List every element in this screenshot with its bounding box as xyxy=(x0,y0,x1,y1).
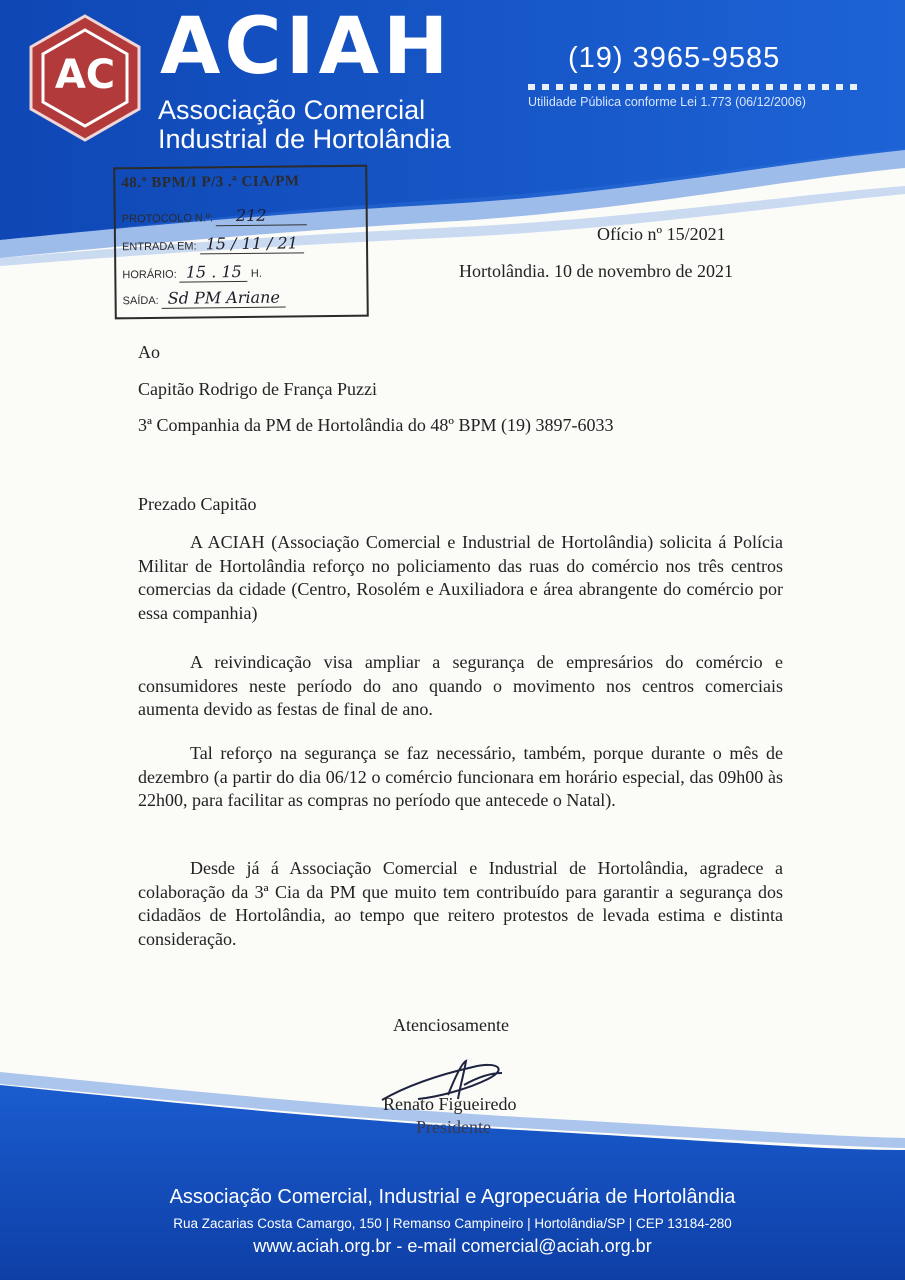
stamp-protocol-label: PROTOCOLO N.º: xyxy=(121,212,214,226)
letter-paragraph-4: Desde já á Associação Comercial e Industrial de Hortolândia, agradece a colaboração da 3ª Cia da PM que muito tem contribuído para garantir a segurança dos cidadãos de Hortolândia, ao tempo que reitero protestos de levada estima e distinta consideração. xyxy=(138,858,783,949)
brand-subtitle-line1: Associação Comercial xyxy=(158,95,426,125)
dotted-divider xyxy=(528,84,863,90)
stamp-exit xyxy=(122,288,285,309)
stamp-title: 48.º BPM/I P/3 .ª CIA/PM xyxy=(121,173,300,192)
signer-name: Renato Figueiredo xyxy=(383,1094,517,1114)
brand-subtitle-line2: Industrial de Hortolândia xyxy=(158,124,451,154)
stamp-time-label: HORÁRIO: xyxy=(122,268,177,282)
footer-contact: www.aciah.org.br - e-mail comercial@aciah.org.br xyxy=(253,1236,652,1256)
stamp-entry-value: 15 / 11 / 21 xyxy=(200,233,304,254)
letter-recipient: Capitão Rodrigo de França Puzzi xyxy=(138,379,377,399)
letter-recipient-unit: 3ª Companhia da PM de Hortolândia do 48º BPM (19) 3897-6033 xyxy=(138,415,614,435)
footer-org-name: Associação Comercial, Industrial e Agropecuária de Hortolândia xyxy=(169,1186,736,1208)
logo-text: AC xyxy=(54,52,116,98)
header-phone: (19) 3965-9585 xyxy=(568,42,781,74)
letter-paragraph-2: A reivindicação visa ampliar a segurança de empresários do comércio e consumidores neste período do ano quando o movimento nos centros comerciais aumenta devido as festas de final de ano. xyxy=(138,652,783,719)
letter-greeting: Prezado Capitão xyxy=(138,494,257,514)
stamp-entry xyxy=(122,233,304,254)
letter-number: Ofício nº 15/2021 xyxy=(597,224,726,244)
stamp-exit-value: Sd PM Ariane xyxy=(162,288,286,309)
letter-place-date: Hortolândia. 10 de novembro de 2021 xyxy=(459,261,733,281)
public-utility-note: Utilidade Pública conforme Lei 1.773 (06/12/2006) xyxy=(528,95,806,109)
letter-paragraph-1: A ACIAH (Associação Comercial e Industrial de Hortolândia) solicita á Polícia Militar de Hortolândia reforço no policiamento das ruas do comércio nos três centros comercias da cidade (Centro, Rosolém e Auxiliadora e área abrangente do comércio por essa companhia) xyxy=(138,532,783,623)
protocol-stamp xyxy=(113,165,369,320)
stamp-protocol xyxy=(122,205,307,226)
brand-name: ACIAH xyxy=(160,2,453,92)
brand-subtitle xyxy=(158,96,451,154)
signer-title: Presidente xyxy=(416,1117,491,1137)
letter-to: Ao xyxy=(138,342,160,362)
letter-closing: Atenciosamente xyxy=(393,1015,509,1035)
stamp-time-value: 15 . 15 xyxy=(180,262,248,283)
stamp-protocol-value: 212 xyxy=(216,205,307,226)
stamp-time xyxy=(122,262,262,282)
footer-address: Rua Zacarias Costa Camargo, 150 | Remanso Campineiro | Hortolândia/SP | CEP 13184-280 xyxy=(173,1216,732,1231)
stamp-time-suffix: H. xyxy=(250,267,262,280)
stamp-exit-label: SAÍDA: xyxy=(122,294,159,308)
letter-paragraph-3: Tal reforço na segurança se faz necessário, também, porque durante o mês de dezembro (a partir do dia 06/12 o comércio funcionara em horário especial, das 09h00 às 22h00, para facilitar as compras no período que antecede o Natal). xyxy=(138,743,783,810)
stamp-entry-label: ENTRADA EM: xyxy=(121,240,197,254)
